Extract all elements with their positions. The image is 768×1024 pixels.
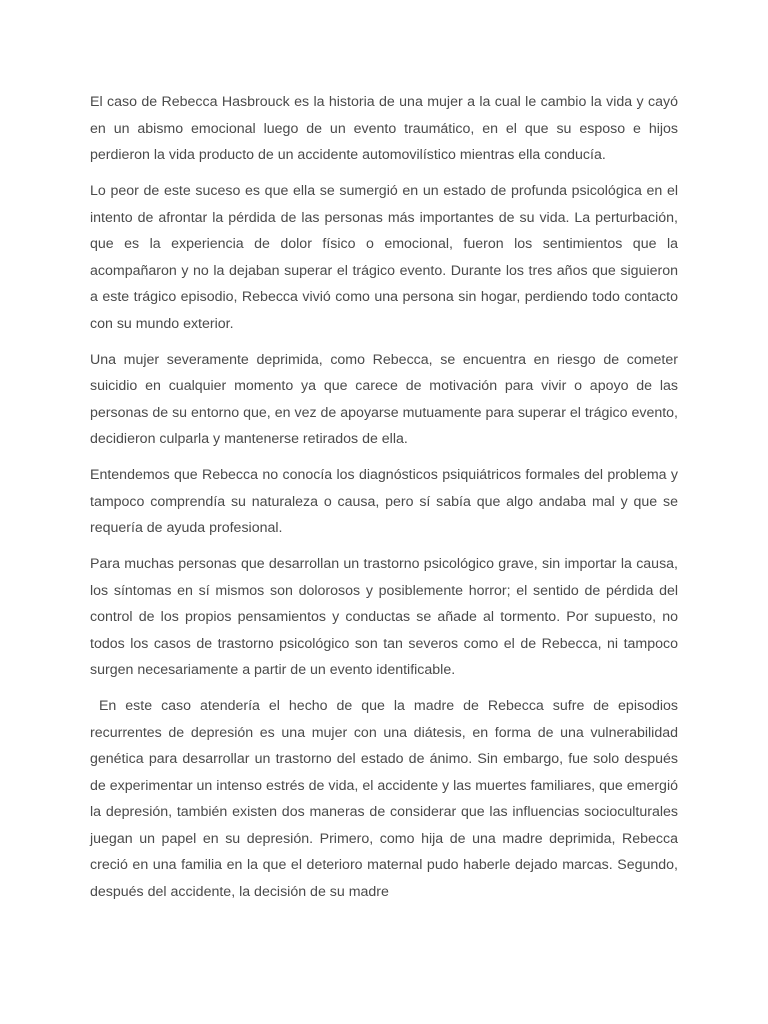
paragraph-4: Entendemos que Rebecca no conocía los diagnósticos psiquiátricos formales del problema y tampoco comprendía su naturaleza o causa, pero sí sabía que algo andaba mal y que se requería de ayuda profesional. xyxy=(90,467,678,536)
paragraph-3: Una mujer severamente deprimida, como Rebecca, se encuentra en riesgo de cometer suicidio en cualquier momento ya que carece de motivación para vivir o apoyo de las personas de su entorno que, en vez de apoyarse mutuamente para superar el trágico evento, decidieron culparla y mantenerse retirados de ella. xyxy=(90,351,678,447)
paragraph-6: En este caso atendería el hecho de que la madre de Rebecca sufre de episodios recurrentes de depresión es una mujer con una diátesis, en forma de una vulnerabilidad genética para desarrollar un trastorno del estado de ánimo. Sin embargo, fue solo después de experimentar un intenso estrés de vida, el accidente y las muertes familiares, que emergió la depresión, también existen dos maneras de considerar que las influencias socioculturales juegan un papel en su depresión. Primero, como hija de una madre deprimida, Rebecca creció en una familia en la que el deterioro maternal pudo haberle dejado marcas. Segundo, después del accidente, la decisión de su madre xyxy=(90,698,682,900)
paragraph-1: El caso de Rebecca Hasbrouck es la historia de una mujer a la cual le cambio la vida y cayó en un abismo emocional luego de un evento traumático, en el que su esposo e hijos perdieron la vida producto de un accidente automovilístico mientras ella conducía. xyxy=(90,94,678,163)
document-page xyxy=(90,89,682,915)
paragraph-2: Lo peor de este suceso es que ella se sumergió en un estado de profunda psicológica en el intento de afrontar la pérdida de las personas más importantes de su vida. La perturbación, que es la experiencia de dolor físico o emocional, fueron los sentimientos que la acompañaron y no la dejaban superar el trágico evento. Durante los tres años que siguieron a este trágico episodio, Rebecca vivió como una persona sin hogar, perdiendo todo contacto con su mundo exterior. xyxy=(90,183,678,332)
paragraph-5: Para muchas personas que desarrollan un trastorno psicológico grave, sin importar la causa, los síntomas en sí mismos son dolorosos y posiblemente horror; el sentido de pérdida del control de los propios pensamientos y conductas se añade al tormento. Por supuesto, no todos los casos de trastorno psicológico son tan severos como el de Rebecca, ni tampoco surgen necesariamente a partir de un evento identificable. xyxy=(90,556,678,678)
